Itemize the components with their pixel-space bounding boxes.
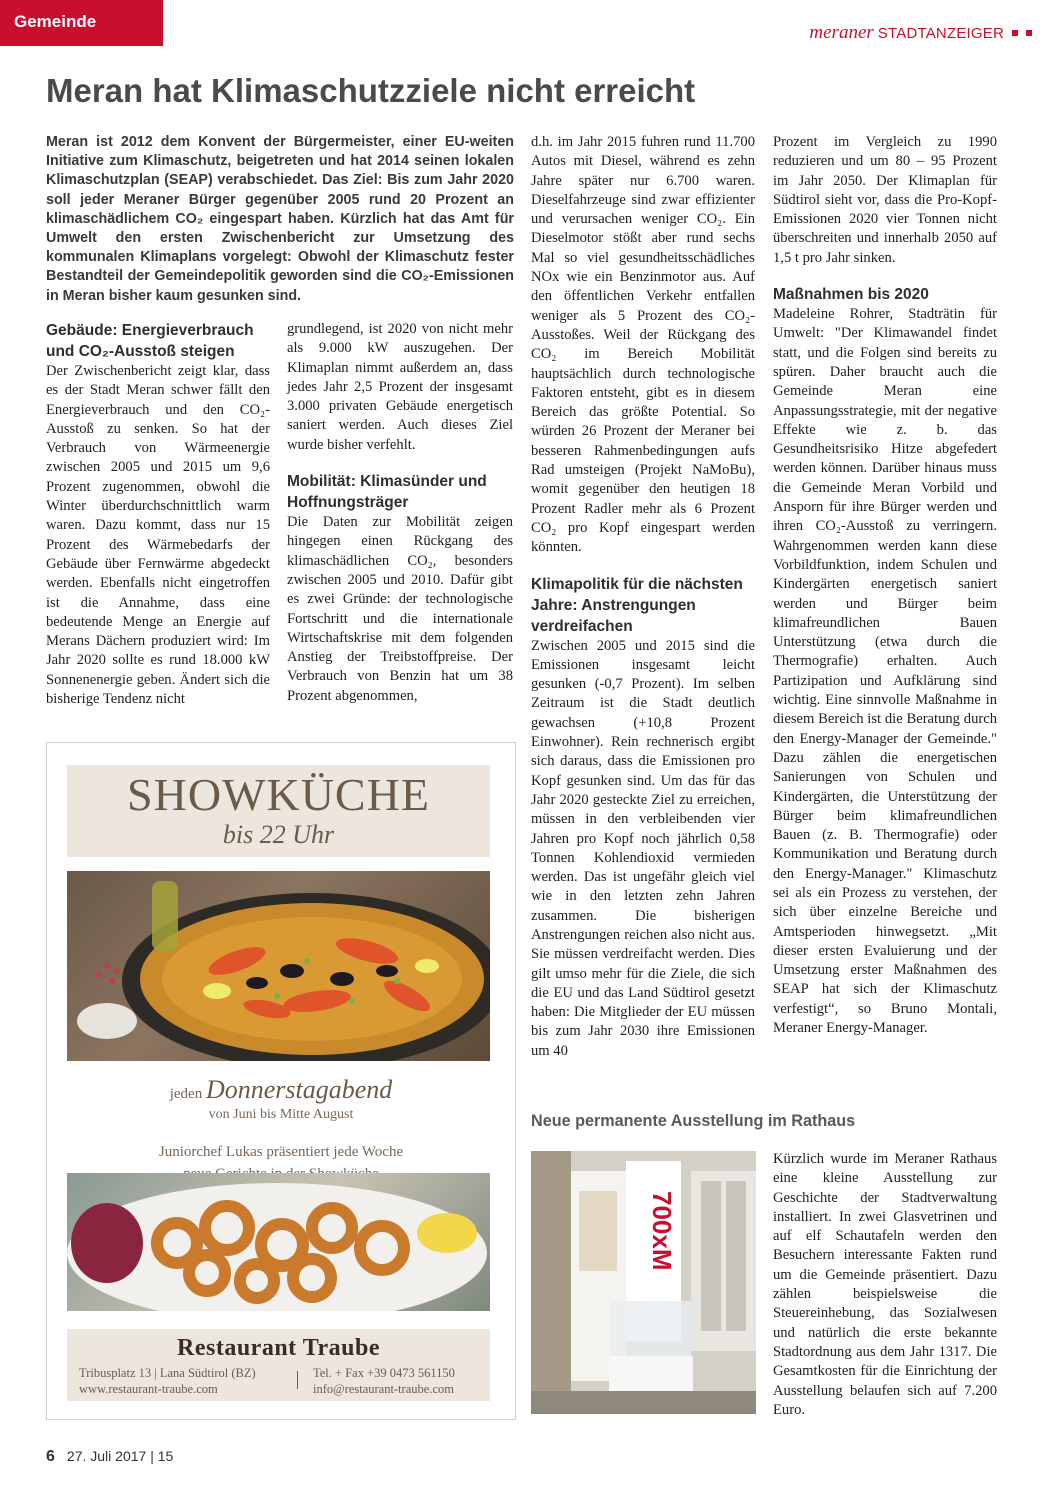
subheading: Maßnahmen bis 2020	[773, 286, 929, 304]
paella-illustration	[67, 871, 490, 1061]
subheading: Mobilität: Klimasünder und Hoffnungsträger	[287, 473, 487, 512]
paragraph: Zwischen 2005 und 2015 sind die Emissionen insgesamt leicht gesunken (-0,7 Prozent). Im selben Zeitraum ist die Stadt deutlich gewachsen (+10,8 Prozent Einwohner). Rein rechnerisch ergibt sich daraus, dass die Emissionen pro Kopf gesunken sind. Um das für das Jahr 2020 gesteckte Ziel zu erreichen, müssen in den verbleibenden vier Jahren pro Kopf noch jährlich 0,58 Tonnen Kohlendioxid vermieden werden. Das ist ungefähr gleich viel wie in den letzten zehn Jahren zusammen. Die bisherigen Anstrengungen reichen also nicht aus. Sie müssen verdreifacht werden. Dies gilt umso mehr für die Ziele, die sich die EU und das Land Südtirol gesetzt haben: Die Mitglieder der EU müssen bis zum Jahr 2030 ihre Emissionen um 40	[531, 637, 755, 1059]
exhibition-sign: 700xM	[647, 1191, 677, 1271]
column-2	[287, 320, 513, 706]
exhibition-photo	[531, 1151, 756, 1414]
box-text-column	[773, 1150, 997, 1420]
ad-address-block	[79, 1365, 256, 1397]
article-headline: Meran hat Klimaschutzziele nicht erreicht	[46, 72, 696, 109]
paragraph: d.h. im Jahr 2015 fuhren rund 11.700 Autos mit Diesel, während es zehn Jahre später nur 6.700 waren. Dieselfahrzeuge sind zwar effizienter und verursachen weniger CO₂. Ein Dieselmotor stößt aber rund sechs Mal so viel gesundheitsschädliches NOx wie ein Benzinmotor aus. Auf den öffentlichen Verkehr entfallen weniger als 5 Prozent des CO₂-Ausstoßes. Weil der Rückgang des CO₂ im Bereich Mobilität hauptsächlich durch technologische Faktoren entsteht, gibt es in diesem Bereich das größte Potential. So würden 26 Prozent der Meraner bei besseren Rahmenbedingungen aufs Rad umsteigen (Projekt NaMoBu), womit gegenüber den heutigen 18 Prozent Radler mehr als 6 Prozent CO₂ pro Kopf eingespart werden könnten.	[531, 134, 755, 556]
masthead-paper: STADTANZEIGER	[877, 24, 1004, 42]
ad-email[interactable]: info@restaurant-traube.com	[313, 1382, 454, 1396]
ad-day: Donnerstagabend	[205, 1075, 393, 1104]
masthead-brand: meraner	[809, 22, 874, 43]
ad-footer	[67, 1329, 490, 1401]
ad-period: von Juni bis Mitte August	[208, 1107, 354, 1122]
paragraph: grundlegend, ist 2020 von nicht mehr als 9.000 kW auszugehen. Der Klimaplan nimmt außerdem an, dass jedes Jahr 2,5 Prozent der insgesamt 3.000 privaten Gebäude energetisch saniert werden. Auch dieses Ziel wurde bisher verfehlt.	[287, 321, 513, 453]
ad-subtitle: bis 22 Uhr	[222, 820, 335, 849]
advertisement[interactable]	[46, 742, 516, 1420]
calamari-photo	[67, 1173, 490, 1311]
subheading: Klimapolitik für die nächsten Jahre: Anstrengungen verdreifachen	[531, 575, 743, 635]
page-number: 6	[46, 1448, 55, 1465]
ad-title: SHOWKÜCHE	[127, 769, 430, 820]
issue-info: 27. Juli 2017 | 15	[66, 1448, 174, 1464]
ad-phone: Tel. + Fax +39 0473 561150	[313, 1366, 455, 1380]
ad-every: jeden	[169, 1086, 203, 1102]
masthead-square	[1026, 30, 1032, 36]
ad-schedule	[47, 1075, 515, 1185]
box-title: Neue permanente Ausstellung im Rathaus	[531, 1112, 856, 1130]
article-lead: Meran ist 2012 dem Konvent der Bürgermeister, einer EU-weiten Initiative zum Klimaschutz, beigetreten und hat 2014 seinen lokalen Klimaschutzplan (SEAP) verabschiedet. Das Ziel: Bis zum Jahr 2020 soll jeder Meraner Bürger gegenüber 2005 rund 20 Prozent an klimaschädlichem CO₂ eingespart haben. Kürzlich hat das Amt für Umwelt den ersten Zwischenbericht zur Umsetzung des kommunalen Klimaplans vorgelegt: Obwohl der Klimaschutz fester Bestandteil der Gemeindepolitik geworden sind die CO₂-Emissionen in Meran bisher kaum gesunken sind.	[46, 134, 514, 304]
ad-website[interactable]: www.restaurant-traube.com	[79, 1382, 218, 1396]
ad-divider	[297, 1371, 298, 1389]
column-1	[46, 320, 270, 709]
ad-contact-block	[313, 1365, 455, 1397]
ad-address: Tribusplatz 13 | Lana Südtirol (BZ)	[79, 1366, 256, 1380]
paragraph: Die Daten zur Mobilität zeigen hingegen einen Rückgang des klimaschädlichen CO₂, besonders zwischen 2005 und 2010. Dafür gibt es zwei Gründe: der technologische Fortschritt und die internationale Wirtschaftskrise mit dem folgenden Anstieg der Treibstoffpreise. Der Verbrauch von Benzin hat um 38 Prozent abgenommen,	[287, 514, 513, 704]
section-label: Gemeinde	[14, 12, 97, 31]
subheading: Gebäude: Energieverbrauch und CO₂-Ausstoß steigen	[46, 322, 254, 360]
masthead-square	[1012, 30, 1018, 36]
column-4	[773, 133, 997, 1038]
paragraph: Madeleine Rohrer, Stadträtin für Umwelt: "Der Klimawandel findet statt, und die Folgen sind bereits zu spüren. Daher braucht auch die Gemeinde Meran eine Anpassungsstrategie, mit der negative Effekte wie z. b. das Gesundheitsrisiko Hitze abgefedert werden können. Darüber hinaus muss die Gemeinde Meran Vorbild und Ansporn für ihre Bürger werden und ihren CO₂-Ausstoß zu verringern. Wahrgenommen werden kann diese Vorbildfunktion, indem Schulen und Kindergärten energetisch saniert werden und Bürger beim klimafreundlichen Bauen Unterstützung (etwa durch die Thermografie) erhalten. Auch Partizipation und Aufklärung sind wichtig. Eine sinnvolle Maßnahme in diesem Bereich ist die Beratung durch den Energy-Manager der Gemeinde." Dazu zählen die energetischen Sanierungen von Schulen und Kindergärten, die Unterstützung der Bürger beim klimafreundlichen Bauen (z. B. Thermografie) oder Kommunikation und Beratung durch den Energy-Manager." Klimaschutz sei als ein Prozess zu verstehen, der sich über einzelne Bereiche und Amtsperioden hinwegsetzt. „Mit dieser ersten Evaluierung und der Umsetzung erster Maßnahmen des SEAP hat sich der Klimaschutz verfestigt“, so Bruno Montali, Meraner Energy-Manager.	[773, 306, 997, 1037]
ad-restaurant-name: Restaurant Traube	[177, 1335, 380, 1361]
exhibition-illustration	[531, 1151, 756, 1414]
page-footer	[46, 1448, 173, 1466]
paragraph: Der Zwischenbericht zeigt klar, dass es der Stadt Meran schwer fällt den Energieverbrauch und den CO₂-Ausstoß zu senken. So hat der Verbrauch von Wärmeenergie zwischen 2005 und 2015 um 9,6 Prozent zugenommen, obwohl die Winter überdurchschnittlich warm waren. Dazu kommt, dass nur 15 Prozent des Wärmebedarfs der Gebäude über Fernwärme abgedeckt werden. Ebenfalls nicht eingetroffen ist die Annahme, dass eine bedeutende Menge an Energie auf Merans Dächern produziert wird: Im Jahr 2020 sollte es rund 18.000 kW Sonnenenergie geben. Ändert sich die bisherige Tendenz nicht	[46, 363, 270, 708]
section-tab	[0, 0, 163, 46]
paella-photo	[67, 871, 490, 1061]
ad-title-box	[67, 765, 490, 857]
calamari-illustration	[67, 1173, 490, 1311]
masthead	[809, 22, 1032, 44]
paragraph: Kürzlich wurde im Meraner Rathaus eine kleine Ausstellung zur Geschichte der Stadtverwaltung installiert. In zwei Glasvetrinen und auf elf Schautafeln werden den Besuchern interessante Fakten rund um die Gemeinde präsentiert. Dazu zählen beispielsweise die Steuereinhebung, das Sozialwesen und natürlich die erste bekannte Stadtordnung aus dem Jahr 1317. Die Gesamtkosten für die Einrichtung der Ausstellung belaufen sich auf 7.200 Euro.	[773, 1151, 997, 1418]
column-3	[531, 133, 755, 1061]
ad-description-line: Juniorchef Lukas präsentiert jede Woche	[158, 1144, 404, 1160]
paragraph: Prozent im Vergleich zu 1990 reduzieren und um 80 – 95 Prozent im Jahr 2050. Der Klimaplan für Südtirol sieht vor, dass die Pro-Kopf-Emissionen 2020 vier Tonnen nicht überschreiten und innerhalb 2050 auf 1,5 t pro Jahr sinken.	[773, 134, 997, 266]
